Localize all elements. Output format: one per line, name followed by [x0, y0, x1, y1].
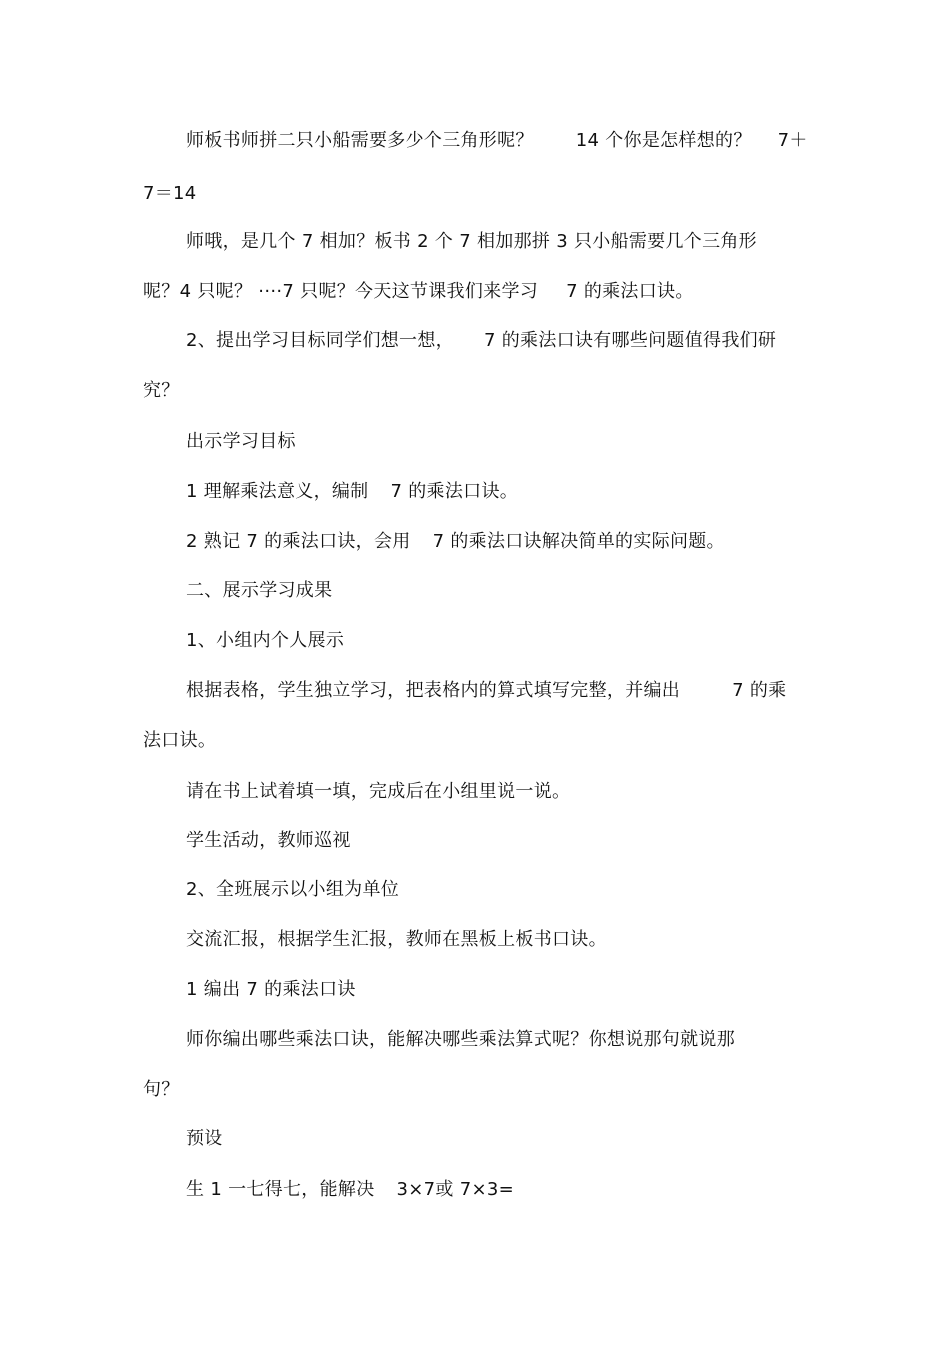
paragraph-line-12: [186, 679, 786, 703]
paragraph-line-1: [186, 129, 808, 153]
text-segment: 句？: [143, 1079, 180, 1100]
paragraph-line-7: [186, 430, 296, 454]
paragraph-line-16: [186, 878, 399, 902]
paragraph-line-2: [143, 182, 197, 206]
text-segment: 7 的乘法口诀解决简单的实际问题。: [432, 531, 725, 552]
text-segment: 交流汇报，根据学生汇报，教师在黑板上板书口诀。: [186, 929, 607, 950]
text-segment: 师你编出哪些乘法口诀，能解决哪些乘法算式呢？你想说那句就说那: [186, 1029, 735, 1050]
paragraph-line-14: [186, 780, 570, 804]
text-segment: 究？: [143, 380, 180, 401]
paragraph-line-11: [186, 629, 344, 653]
paragraph-line-13: [143, 729, 216, 753]
text-segment: 14 个你是怎样想的？: [575, 130, 752, 151]
paragraph-line-10: [186, 579, 332, 603]
text-segment: 出示学习目标: [186, 431, 296, 452]
text-segment: 学生活动，教师巡视: [186, 830, 351, 851]
text-segment: 1 理解乘法意义，编制: [186, 481, 369, 502]
text-segment: 根据表格，学生独立学习，把表格内的算式填写完整，并编出: [186, 680, 681, 701]
text-segment: 2 熟记 7 的乘法口诀，会用: [186, 531, 411, 552]
paragraph-line-19: [186, 1028, 735, 1052]
text-segment: 7＝14: [143, 183, 197, 204]
text-segment: 7 的乘法口诀。: [566, 281, 694, 302]
paragraph-line-8: [186, 480, 518, 504]
text-segment: 7＋: [777, 130, 808, 151]
text-segment: 7 的乘: [732, 680, 787, 701]
paragraph-line-5: [186, 329, 776, 353]
text-segment: 7 的乘法口诀有哪些问题值得我们研: [483, 330, 777, 351]
paragraph-line-3: [186, 230, 757, 254]
paragraph-line-22: [186, 1178, 514, 1202]
text-segment: 师哦，是几个 7 相加？板书 2 个 7 相加那拼 3 只小船需要几个三角形: [186, 231, 757, 252]
text-segment: 3×7或 7×3=: [396, 1179, 514, 1200]
text-segment: 1、小组内个人展示: [186, 630, 345, 651]
text-segment: 预设: [186, 1128, 223, 1149]
text-segment: 二、展示学习成果: [186, 580, 333, 601]
text-segment: 请在书上试着填一填，完成后在小组里说一说。: [186, 781, 571, 802]
text-segment: 师板书师拼二只小船需要多少个三角形呢？: [186, 130, 534, 151]
text-segment: 7 的乘法口诀。: [390, 481, 519, 502]
text-segment: 2、提出学习目标同学们想一想，: [186, 330, 454, 351]
text-segment: 1 编出 7 的乘法口诀: [186, 979, 356, 1000]
paragraph-line-15: [186, 829, 351, 853]
paragraph-line-20: [143, 1078, 180, 1102]
text-segment: 法口诀。: [143, 730, 217, 751]
paragraph-line-18: [186, 978, 356, 1002]
paragraph-line-21: [186, 1127, 223, 1151]
paragraph-line-4: [143, 280, 694, 304]
paragraph-line-6: [143, 379, 180, 403]
text-segment: 2、全班展示以小组为单位: [186, 879, 400, 900]
paragraph-line-17: [186, 928, 607, 952]
text-segment: 呢？4 只呢？ ····7 只呢？今天这节课我们来学习: [143, 281, 539, 302]
text-segment: 生 1 一七得七，能解决: [186, 1179, 375, 1200]
paragraph-line-9: [186, 530, 725, 554]
